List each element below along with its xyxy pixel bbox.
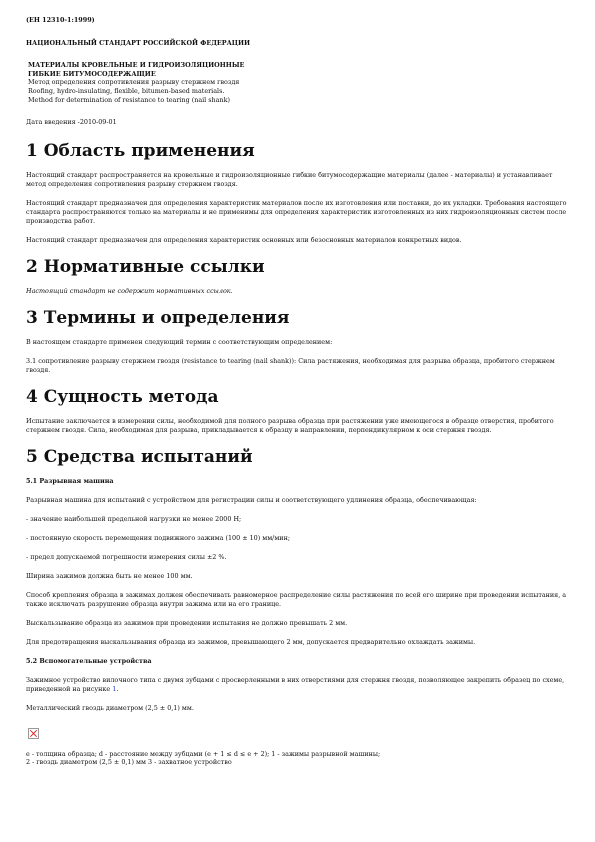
section-5-heading: 5 Средства испытаний [26, 446, 253, 467]
term-definition: 3.1 сопротивление разрыву стержнем гвоздя (resistance to tearing (nail shank)): Сила растяжения, необходимая для разрыва образца, пробитого стержнем гвоздя. [26, 356, 555, 374]
subsection-5-1-heading: 5.1 Разрывная машина [26, 476, 114, 485]
section-1-paragraph: Настоящий стандарт предназначен для определения характеристик основных или безосновных материалов конкретных видов. [26, 235, 462, 244]
title-line-3: Метод определения сопротивления разрыву стержнем гвоздя [28, 78, 240, 87]
standard-title-block [28, 61, 571, 104]
section-5-paragraph: Для предотвращения выскальзывания образца из зажимов, превышающего 2 мм, допускается предварительно охлаждать зажимы. [26, 637, 476, 646]
section-5-paragraph: Разрывная машина для испытаний с устройством для регистрации силы и соответствующего удлинения образца, обеспечивающая: [26, 495, 477, 504]
title-line-2: ГИБКИЕ БИТУМОСОДЕРЖАЩИЕ [28, 69, 156, 78]
figure-1-container [28, 723, 571, 742]
section-1-heading: 1 Область применения [26, 140, 255, 161]
figure-caption-line-1: е - толщина образца; d - расстояние между зубцами (е + 1 ≤ d ≤ е + 2); 1 - зажимы разрывной машины; [26, 749, 381, 758]
title-line-1: МАТЕРИАЛЫ КРОВЕЛЬНЫЕ И ГИДРОИЗОЛЯЦИОННЫЕ [28, 61, 245, 70]
list-item: - постоянную скорость перемещения подвижного зажима (100 ± 10) мм/мин; [26, 533, 290, 542]
section-2-paragraph: Настоящий стандарт не содержит нормативных ссылок. [26, 286, 233, 295]
section-5-paragraph: Способ крепления образца в зажимах должен обеспечивать равномерное распределение силы растяжения по всей его ширине при проведении испытания, а также исключать разрушение образца внутри зажима или на его границе. [26, 590, 567, 608]
section-5-paragraph [26, 676, 571, 694]
national-standard-label: НАЦИОНАЛЬНЫЙ СТАНДАРТ РОССИЙСКОЙ ФЕДЕРАЦИИ [26, 38, 251, 47]
section-5-paragraph: Ширина зажимов должна быть не менее 100 мм. [26, 571, 193, 580]
section-1-paragraph: Настоящий стандарт распространяется на кровельные и гидроизоляционные гибкие битумосодержащие материалы (далее - материалы) и устанавливает метод определения сопротивления разрыву стержнем гвоздя. [26, 170, 553, 188]
paragraph-end: . [116, 684, 119, 693]
paragraph-text: Зажимное устройство вилочного типа с двумя зубцами с просверленными в них отверстиями для стержня гвоздя, позволяющее закрепить образец по схеме, приведенной на рисунке [26, 675, 565, 693]
document-page [26, 16, 571, 767]
section-2-heading: 2 Нормативные ссылки [26, 256, 265, 277]
title-en-line-1: Roofing, hydro-insulating, flexible, bitumen-based materials. [28, 86, 225, 95]
section-3-heading: 3 Термины и определения [26, 307, 290, 328]
section-4-paragraph: Испытание заключается в измерении силы, необходимой для полного разрыва образца при растяжении уже имеющегося в образце отверстия, пробитого стержнем гвоздя. Сила, необходимая для разрыва, прикладывается к образцу в направлении, перпендикулярном к оси стержня гвоздя. [26, 416, 554, 434]
list-item: - предел допускаемой погрешности измерения силы ±2 %. [26, 552, 227, 561]
section-4-heading: 4 Сущность метода [26, 386, 219, 407]
broken-image-icon [28, 728, 39, 739]
section-5-paragraph: Металлический гвоздь диаметром (2,5 ± 0,1) мм. [26, 703, 194, 712]
subsection-5-2-heading: 5.2 Вспомогательные устройства [26, 656, 152, 665]
list-item: - значение наибольшей предельной нагрузки не менее 2000 Н; [26, 514, 242, 523]
title-en-line-2: Method for determination of resistance to tearing (nail shank) [28, 95, 230, 104]
figure-1-link[interactable]: 1 [112, 684, 117, 693]
section-3-paragraph: В настоящем стандарте применен следующий термин с соответствующим определением: [26, 337, 333, 346]
section-5-paragraph: Выскальзывание образца из зажимов при проведении испытания не должно превышать 2 мм. [26, 618, 348, 627]
section-1-paragraph: Настоящий стандарт предназначен для определения характеристик материалов после их изготовления или поставки, до их укладки. Требования настоящего стандарта распространяются только на материалы и не применимы для определения характеристик изготовленных из них гидроизоляционных систем после производства работ. [26, 198, 567, 225]
document-header [26, 16, 571, 127]
standard-code: (ЕН 12310-1:1999) [26, 16, 95, 24]
figure-caption-line-2: 2 - гвоздь диаметром (2,5 ± 0,1) мм 3 - захватное устройство [26, 758, 232, 767]
effective-date: Дата введения -2010-09-01 [26, 118, 117, 127]
